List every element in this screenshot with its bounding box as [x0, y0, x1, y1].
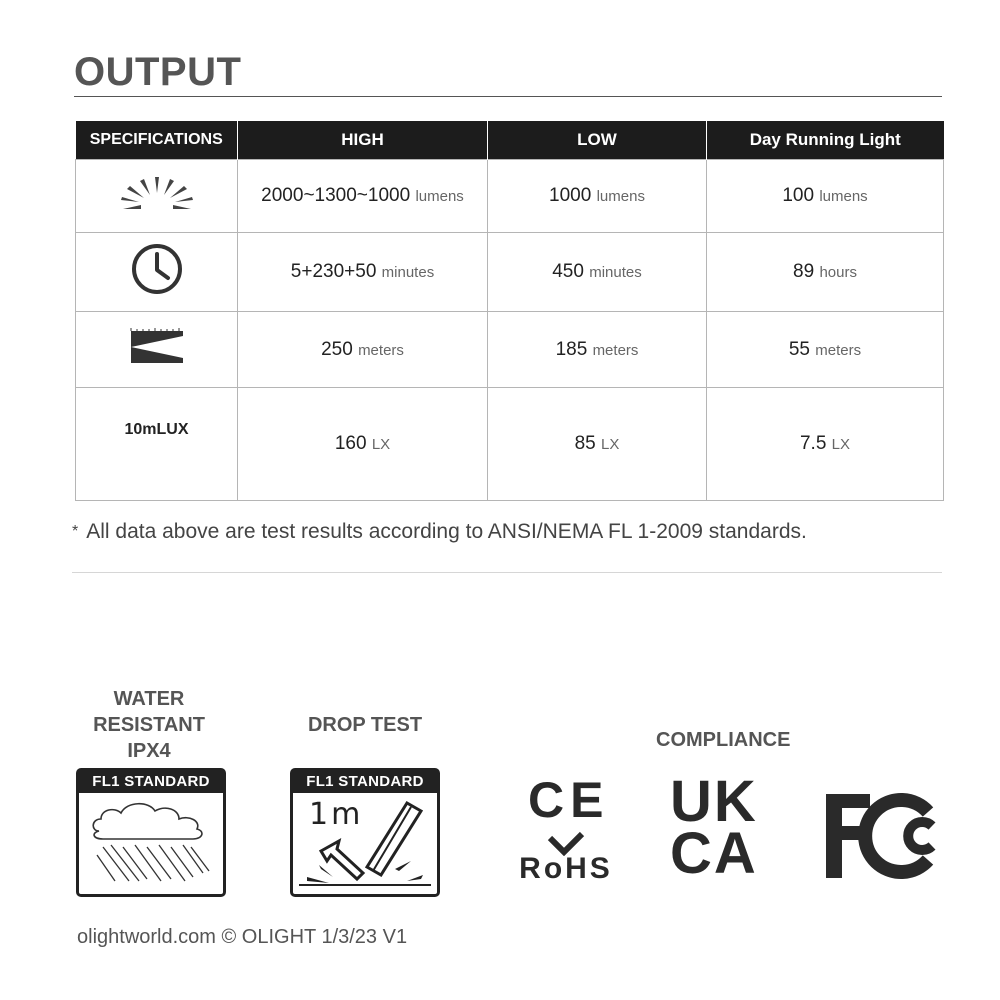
- fcc-logo-icon: [824, 790, 946, 882]
- low-brightness-cell: 1000 lumens: [488, 160, 707, 233]
- footer-copyright: olightworld.com © OLIGHT 1/3/23 V1: [77, 926, 408, 948]
- high-illuminance-cell: 160 LX: [238, 388, 488, 501]
- water-badge-band: FL1 STANDARD: [79, 771, 223, 793]
- drl-distance-cell: 55 meters: [707, 312, 944, 388]
- title-divider: [74, 96, 942, 97]
- low-runtime-cell: 450 minutes: [488, 233, 707, 312]
- high-runtime-cell: 5+230+50 minutes: [238, 233, 488, 312]
- high-brightness-cell: 2000~1300~1000 lumens: [238, 160, 488, 233]
- water-resistant-badge: [76, 768, 226, 897]
- test-standard-note: [72, 520, 807, 544]
- drop-test-badge: [290, 768, 440, 897]
- header-specifications: SPECIFICATIONS: [76, 121, 238, 160]
- spec-label-10mlux: 10mLUX: [124, 421, 189, 438]
- rain-cloud-icon: [85, 797, 217, 891]
- page-title: OUTPUT: [74, 50, 242, 94]
- note-marker: *: [72, 523, 79, 540]
- header-low: LOW: [488, 121, 707, 160]
- specifications-table: [75, 121, 944, 501]
- clock-icon: [130, 242, 184, 296]
- sunburst-icon: [117, 173, 197, 213]
- spec-cell-runtime: [76, 233, 238, 312]
- table-row-runtime: [76, 233, 944, 312]
- spec-cell-illuminance: [76, 388, 238, 501]
- header-high: HIGH: [238, 121, 488, 160]
- ukca-mark: UK CA: [670, 769, 758, 886]
- rohs-mark: RoHS: [519, 852, 613, 885]
- ce-mark: CE: [528, 772, 610, 828]
- drop-impact-icon: [299, 797, 431, 891]
- high-distance-cell: 250 meters: [238, 312, 488, 388]
- beam-distance-icon: [127, 327, 187, 367]
- water-resistant-caption: WATER RESISTANT IPX4: [93, 688, 205, 762]
- table-row-illuminance: [76, 388, 944, 501]
- low-illuminance-cell: 85 LX: [488, 388, 707, 501]
- drl-brightness-cell: 100 lumens: [707, 160, 944, 233]
- table-row-beam-distance: [76, 312, 944, 388]
- drl-illuminance-cell: 7.5 LX: [707, 388, 944, 501]
- low-distance-cell: 185 meters: [488, 312, 707, 388]
- table-row-brightness: [76, 160, 944, 233]
- spec-cell-brightness: [76, 160, 238, 233]
- drop-test-caption: DROP TEST: [307, 714, 423, 736]
- drop-height-label: 1m: [309, 797, 364, 832]
- drl-runtime-cell: 89 hours: [707, 233, 944, 312]
- table-header-row: [76, 121, 944, 160]
- compliance-title: COMPLIANCE: [656, 729, 791, 751]
- drop-badge-band: FL1 STANDARD: [293, 771, 437, 793]
- note-divider: [72, 572, 942, 573]
- header-day-running-light: Day Running Light: [707, 121, 944, 160]
- note-text: All data above are test results according to ANSI/NEMA FL 1-2009 standards.: [86, 520, 807, 543]
- fcc-mark: [824, 790, 946, 882]
- spec-cell-beam-distance: [76, 312, 238, 388]
